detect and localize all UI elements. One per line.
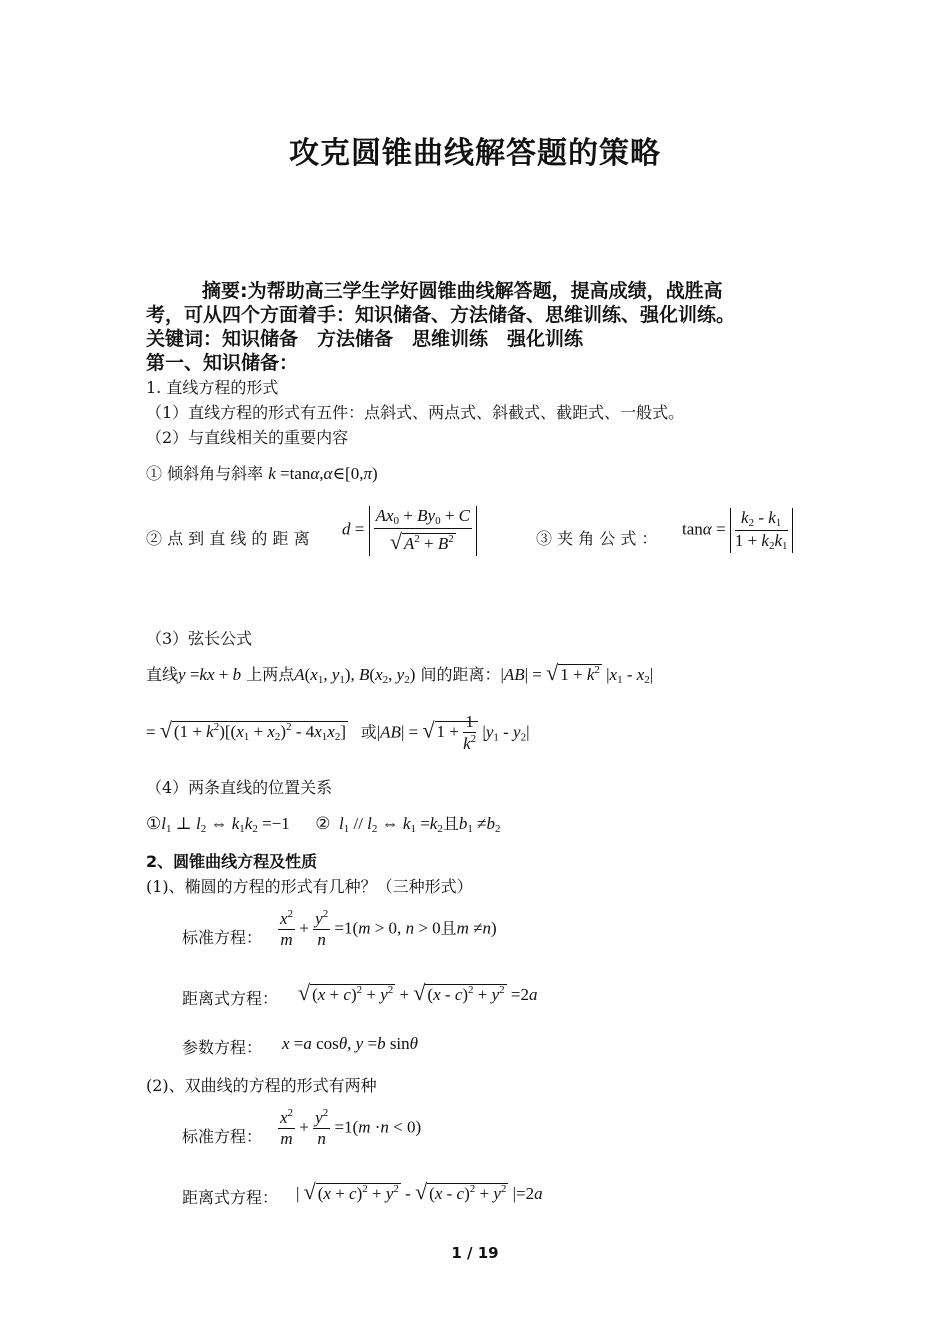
line-position-heading: （4）两条直线的位置关系 — [146, 778, 333, 797]
section-heading-2: 2、圆锥曲线方程及性质 — [146, 852, 318, 871]
hyperbola-standard-label: 标准方程： — [182, 1127, 263, 1146]
abstract-line-1: 摘要:为帮助高三学生学好圆锥曲线解答题，提高成绩，战胜高 — [202, 280, 723, 302]
ellipse-standard-formula: $\frac{x^2}{m}$ + $\frac{y^2}{n}$ =1(m > 0, n > 0且m ≠n) — [280, 908, 497, 950]
slope-label: ① 倾斜角与斜率 — [146, 464, 264, 483]
ellipse-parametric-label: 参数方程： — [182, 1038, 263, 1057]
angle-formula: tanα = $\frac{k_2 - k_1}{1 + k_2k_1}$ — [682, 508, 793, 553]
hyperbola-question: (2)、双曲线的方程的形式有两种 — [146, 1076, 377, 1095]
angle-label: ③ 夹 角 公 式 ： — [536, 529, 658, 548]
line-position-formulas: $①l_1$ ⊥ $l_2$ ⇔ $k_1k_2 =-1$ ② $l_1 // l_2$ ⇔ $k_1 =k_2$且$b_1 \ne b_2$ — [146, 814, 501, 835]
chord-length-heading: （3）弦长公式 — [146, 629, 253, 648]
keywords: 关键词：知识储备 方法储备 思维训练 强化训练 — [146, 328, 584, 350]
chord-line-2: = √ $(1 + k^2)[(x_1 + x_2)^2 - 4x_1x_2]$ 或|AB| = √ 1 + $\frac{1}{k^2}$ $|y_1 - y_2|$ — [146, 712, 530, 754]
and-word: 且 — [442, 816, 459, 833]
line-form-five-types: （1）直线方程的形式有五件：点斜式、两点式、斜截式、截距式、一般式。 — [146, 403, 685, 422]
page-number: 1 / 19 — [451, 1244, 499, 1262]
distance-formula: d = $\frac{Ax_0 + By_0 + C}{√ A^2 + B^2}$ — [342, 506, 477, 556]
hyperbola-distance-formula: | √ $(x + c)^2 + y^2$ - √ $(x - c)^2 + y^2$ |=2a — [296, 1179, 543, 1204]
ellipse-parametric-formula: x =a cosθ, y =b sinθ — [282, 1034, 419, 1053]
line-related-content: （2）与直线相关的重要内容 — [146, 428, 349, 447]
ellipse-standard-label: 标准方程： — [182, 928, 263, 947]
slope-math: k =tanα,α∈[0,π) — [268, 464, 378, 483]
section-heading-1: 第一、知识储备： — [146, 352, 299, 374]
chord-or: 或 — [360, 724, 377, 742]
distance-label: ② 点 到 直 线 的 距 离 — [146, 529, 310, 548]
page-title: 攻克圆锥曲线解答题的策略 — [289, 136, 661, 171]
chord-text-b: 上两点 — [246, 665, 295, 684]
hyperbola-distance-label: 距离式方程： — [182, 1188, 279, 1207]
hyperbola-standard-formula: $\frac{x^2}{m}$ + $\frac{y^2}{n}$ =1(m ·n < 0) — [280, 1107, 422, 1149]
chord-text-a: 直线 — [146, 665, 179, 684]
ellipse-distance-formula: √ $(x + c)^2 + y^2$ + √ $(x - c)^2 + y^2 =2a$ — [298, 980, 538, 1005]
slope-formula — [146, 461, 378, 484]
abstract-line-2: 考，可从四个方面着手：知识储备、方法储备、思维训练、强化训练。 — [146, 304, 736, 326]
chord-text-c: 间的距离： — [420, 665, 501, 684]
ellipse-question: (1)、椭圆的方程的形式有几种？（三种形式） — [146, 877, 473, 896]
ellipse-distance-label: 距离式方程： — [182, 989, 279, 1008]
subsection-line-form: 1. 直线方程的形式 — [146, 378, 279, 397]
chord-line-1: 直线y =kx + b 上两点$A(x_1$, $y_1$), $B(x_2$, $y_2$) 间的距离：|AB| = √ $1 + k^2$ $|x_1 - x_2|$ — [146, 660, 654, 686]
